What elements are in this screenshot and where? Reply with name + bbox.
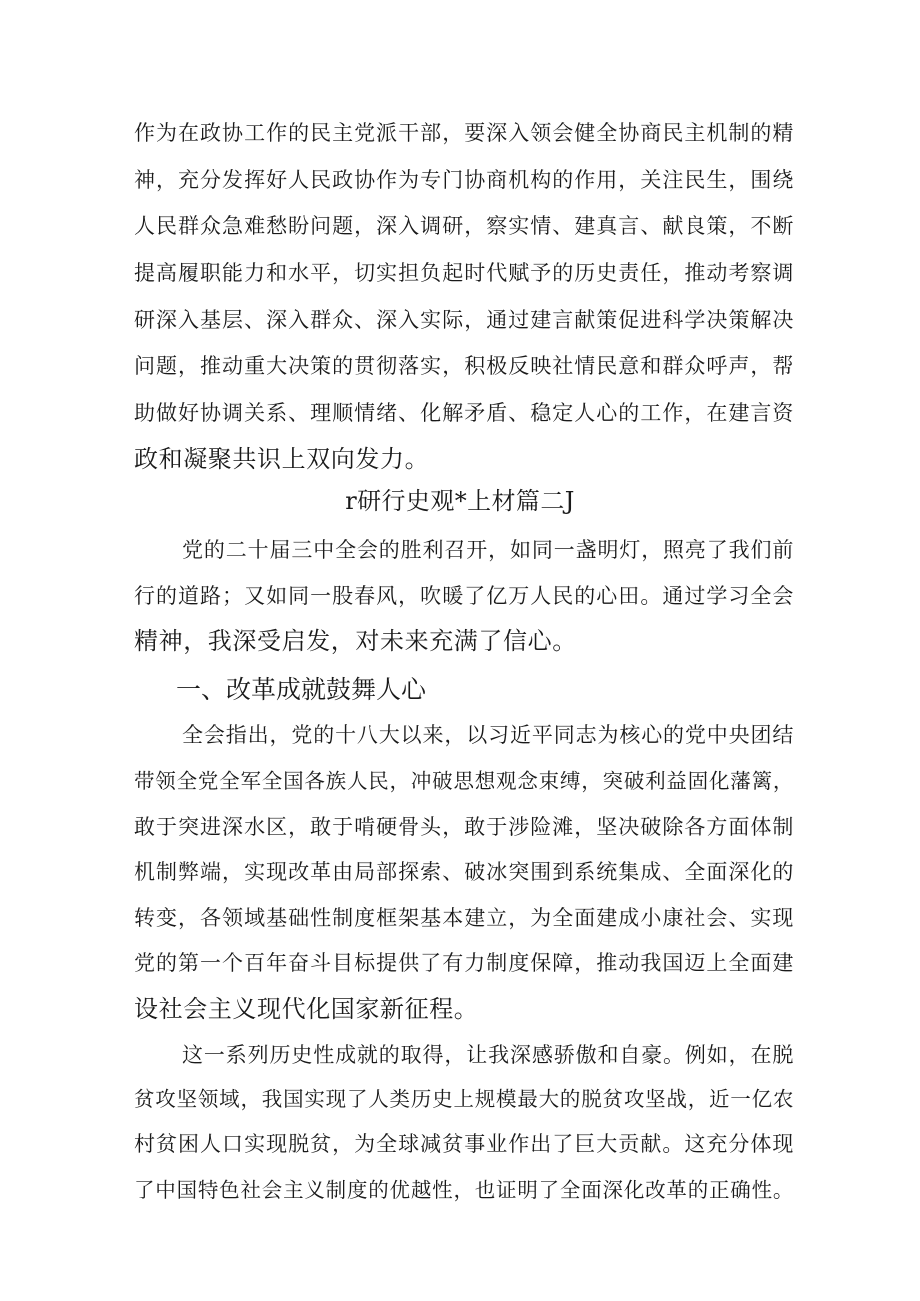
text-line: 村贫困人口实现脱贫，为全球减贫事业作出了巨大贡献。这充分体现	[134, 1132, 794, 1156]
text-line: 行的道路；又如同一股春风，吹暖了亿万人民的心田。通过学习全会	[134, 584, 794, 608]
text-line: 精神，我深受启发，对未来充满了信心。	[134, 627, 577, 655]
text-line: 转变，各领域基础性制度框架基本建立，为全面建成小康社会、实现	[134, 906, 794, 930]
text-line: 带领全党全军全国各族人民，冲破思想观念束缚，突破利益固化藩篱，	[134, 769, 794, 793]
text-line: 设社会主义现代化国家新征程。	[134, 995, 479, 1023]
text-line: 贫攻坚领域，我国实现了人类历史上规模最大的脱贫攻坚战，近一亿农	[134, 1087, 794, 1111]
text-line: 党的二十届三中全会的胜利召开，如同一盏明灯，照亮了我们前	[182, 538, 794, 562]
text-line: 问题，推动重大决策的贯彻落实，积极反映社情民意和群众呼声，帮	[134, 354, 794, 378]
text-line: 作为在政协工作的民主党派干部，要深入领会健全协商民主机制的精	[134, 121, 794, 145]
heading-reform-achievements: 一、改革成就鼓舞人心	[176, 675, 427, 704]
text-line: 敢于突进深水区，敢于啃硬骨头，敢于涉险滩，坚决破除各方面体制	[134, 815, 794, 839]
text-line: 政和凝聚共识上双向发力。	[134, 445, 430, 473]
text-line: 这一系列历史性成就的取得，让我深感骄傲和自豪。例如，在脱	[182, 1043, 794, 1067]
text-line: 党的第一个百年奋斗目标提供了有力制度保障，推动我国迈上全面建	[134, 951, 794, 975]
text-line: 了中国特色社会主义制度的优越性，也证明了全面深化改革的正确性。	[134, 1178, 794, 1202]
text-line: 机制弊端，实现改革由局部探索、破冰突围到系统集成、全面深化的	[134, 860, 794, 884]
section-title: r研行史观*上材篇二J	[345, 487, 575, 515]
text-line: 全会指出，党的十八大以来，以习近平同志为核心的党中央团结	[182, 723, 794, 747]
text-line: 提高履职能力和水平，切实担负起时代赋予的历史责任，推动考察调	[134, 261, 794, 285]
text-line: 研深入基层、深入群众、深入实际，通过建言献策促进科学决策解决	[134, 308, 794, 332]
text-line: 神，充分发挥好人民政协作为专门协商机构的作用，关注民生，围绕	[134, 168, 794, 192]
text-line: 助做好协调关系、理顺情绪、化解矛盾、稳定人心的工作，在建言资	[134, 401, 794, 425]
text-line: 人民群众急难愁盼问题，深入调研，察实情、建真言、献良策，不断	[134, 214, 794, 238]
